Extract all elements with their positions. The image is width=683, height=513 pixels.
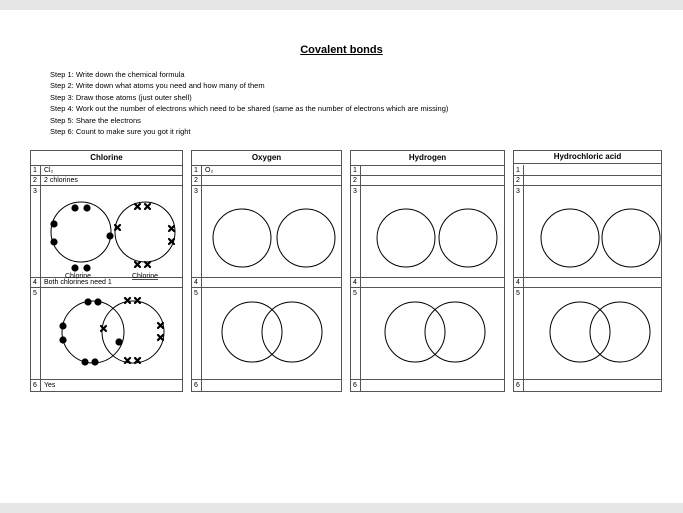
- row-number-1: 1: [516, 167, 520, 174]
- hydrogen-atoms-diagram: [361, 186, 504, 278]
- row-number-6: 6: [353, 382, 357, 389]
- row-number-3: 3: [516, 188, 520, 195]
- row-number-2: 2: [194, 177, 198, 184]
- cross-electrons: [115, 204, 174, 267]
- step-3: Step 3: Draw those atoms (just outer shell): [50, 92, 192, 102]
- step-4: Step 4: Work out the number of electrons which need to be shared (same as the number of electrons which are missing): [50, 104, 449, 114]
- chlorine-bonded-diagram: [41, 288, 182, 378]
- row-number-4: 4: [194, 279, 198, 286]
- document-title: Covalent bonds: [300, 44, 383, 56]
- row-number-1: 1: [353, 167, 357, 174]
- atom-shell-left: [541, 209, 599, 267]
- row-number-3: 3: [353, 188, 357, 195]
- row-number-4: 4: [516, 279, 520, 286]
- row-line: [514, 175, 661, 176]
- grid-oxygen: [191, 150, 342, 392]
- atom-shell-right: [115, 202, 175, 262]
- row-number-1: 1: [33, 167, 37, 174]
- atom-shell-left: [222, 302, 282, 362]
- row-number-2: 2: [353, 177, 357, 184]
- atom-label-right: Chlorine: [132, 273, 159, 280]
- oxygen-bonded-diagram: [202, 288, 341, 378]
- answer-formula: O₂: [205, 167, 214, 174]
- atom-shell-left: [62, 301, 124, 363]
- row-number-2: 2: [33, 177, 37, 184]
- chlorine-atoms-diagram: [41, 186, 182, 278]
- row-number-4: 4: [353, 279, 357, 286]
- row-number-2: 2: [516, 177, 520, 184]
- answer-formula: Cl₂: [44, 167, 54, 174]
- row-number-6: 6: [194, 382, 198, 389]
- bottom-bar: [0, 503, 683, 513]
- atom-label-left: Chlorine: [65, 273, 92, 280]
- atom-shell-left: [550, 302, 610, 362]
- hydrochloric-acid-atoms-diagram: [524, 186, 661, 278]
- answer-shared: Both chlorines need 1: [44, 279, 112, 286]
- row-number-1: 1: [194, 167, 198, 174]
- row-number-3: 3: [33, 188, 37, 195]
- row-line: [192, 379, 341, 380]
- grid-chlorine: [30, 150, 183, 392]
- row-line: [351, 175, 504, 176]
- row-number-6: 6: [33, 382, 37, 389]
- grid-title: Hydrogen: [351, 151, 504, 166]
- steps-list: [50, 69, 448, 137]
- step-2: Step 2: Write down what atoms you need and how many of them: [50, 81, 265, 91]
- row-line: [351, 379, 504, 380]
- atom-shell-right: [602, 209, 660, 267]
- atom-shell-right: [102, 301, 164, 363]
- row-number-3: 3: [194, 188, 198, 195]
- atom-shell-left: [377, 209, 435, 267]
- hydrogen-bonded-diagram: [361, 288, 504, 378]
- atom-shell-left: [213, 209, 271, 267]
- atom-shell-right: [439, 209, 497, 267]
- answer-check: Yes: [44, 382, 56, 389]
- row-number-5: 5: [516, 290, 520, 297]
- grid-hydrogen: [350, 150, 505, 392]
- step-6: Step 6: Count to make sure you got it right: [50, 127, 191, 137]
- atom-shell-right: [262, 302, 322, 362]
- step-5: Step 5: Share the electrons: [50, 115, 141, 125]
- row-number-5: 5: [194, 290, 198, 297]
- row-number-5: 5: [353, 290, 357, 297]
- row-number-4: 4: [33, 279, 37, 286]
- row-number-5: 5: [33, 290, 37, 297]
- row-line: [192, 175, 341, 176]
- grid-hydrochloric-acid: [513, 150, 662, 392]
- answer-atoms: 2 chlorines: [44, 177, 78, 184]
- atom-shell-right: [277, 209, 335, 267]
- row-line: [31, 379, 182, 380]
- atom-shell-right: [590, 302, 650, 362]
- atom-shell-right: [425, 302, 485, 362]
- atom-shell-left: [385, 302, 445, 362]
- row-number-6: 6: [516, 382, 520, 389]
- grid-title: Chlorine: [31, 151, 182, 166]
- atom-shell-left: [51, 202, 111, 262]
- step-1: Step 1: Write down the chemical formula: [50, 70, 185, 79]
- row-line: [514, 379, 661, 380]
- hydrochloric-acid-bonded-diagram: [524, 288, 661, 378]
- grid-title: Oxygen: [192, 151, 341, 166]
- grid-title: Hydrochloric acid: [514, 151, 661, 164]
- oxygen-atoms-diagram: [202, 186, 341, 278]
